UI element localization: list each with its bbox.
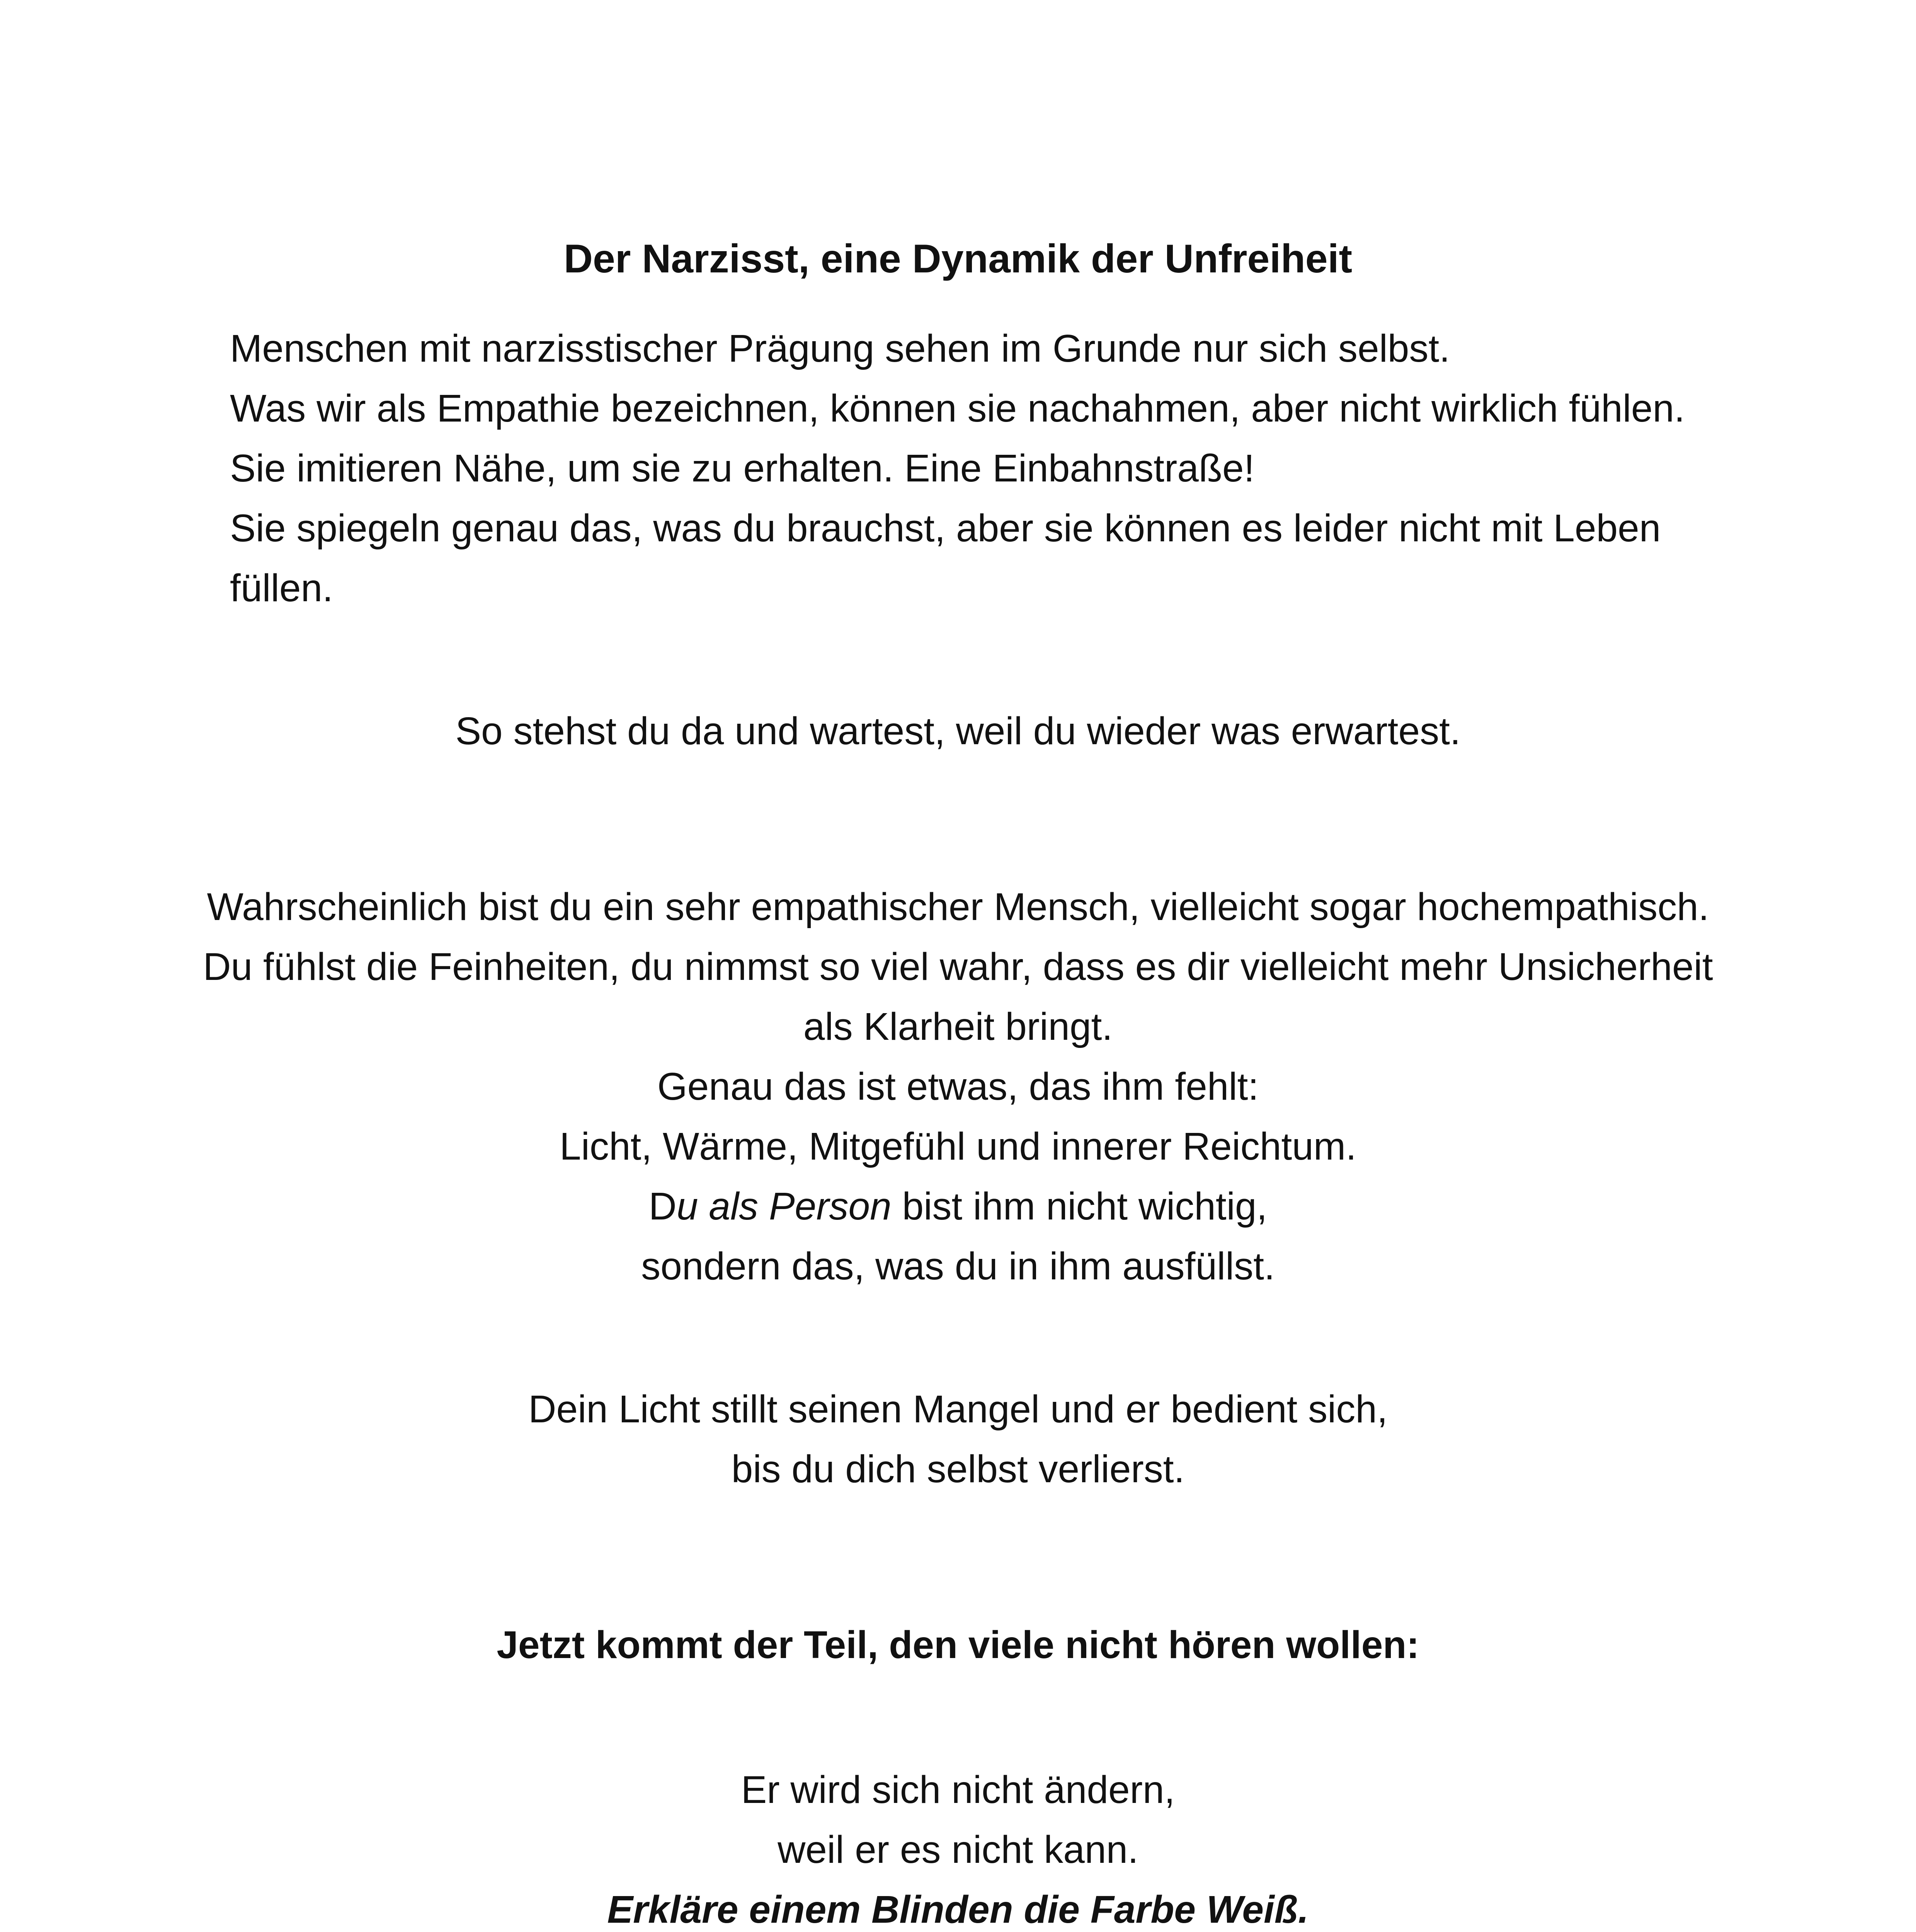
change-line: weil er es nicht kann. <box>778 1828 1138 1871</box>
empathy-line5-italic: u als Person <box>676 1185 892 1228</box>
light-paragraph <box>193 1379 1723 1499</box>
empathy-paragraph <box>193 877 1723 1296</box>
empathy-line: Wahrscheinlich bist du ein sehr empathischer Mensch, vielleicht sogar hochempathisch. <box>207 885 1709 929</box>
empathy-line: sondern das, was du in ihm ausfüllst. <box>641 1245 1275 1288</box>
change-paragraph <box>193 1760 1723 1932</box>
section-heading-text: Jetzt kommt der Teil, den viele nicht hören wollen: <box>497 1623 1419 1667</box>
section-heading <box>193 1615 1723 1675</box>
change-line: Er wird sich nicht ändern, <box>741 1768 1175 1811</box>
empathy-line: Du fühlst die Feinheiten, du nimmst so viel wahr, dass es dir vielleicht mehr Unsicherheit als Klarheit bringt. <box>203 945 1713 1048</box>
waiting-line: So stehst du da und wartest, weil du wieder was erwartest. <box>455 709 1461 753</box>
empathy-line: Genau das ist etwas, das ihm fehlt: <box>657 1065 1259 1108</box>
empathy-line <box>193 1177 1723 1236</box>
intro-line: Was wir als Empathie bezeichnen, können sie nachahmen, aber nicht wirklich fühlen. <box>230 387 1685 430</box>
change-line-emphasis: Erkläre einem Blinden die Farbe Weiß. <box>607 1888 1309 1931</box>
light-line: bis du dich selbst verlierst. <box>731 1447 1185 1491</box>
intro-line: Menschen mit narzisstischer Prägung sehen im Grunde nur sich selbst. <box>230 327 1450 370</box>
intro-paragraph <box>230 319 1698 618</box>
waiting-paragraph <box>193 701 1723 761</box>
intro-line: Sie spiegeln genau das, was du brauchst, aber sie können es leider nicht mit Leben füllen. <box>230 507 1661 610</box>
empathy-line5-suffix: bist ihm nicht wichtig, <box>891 1185 1268 1228</box>
empathy-line: Licht, Wärme, Mitgefühl und innerer Reichtum. <box>560 1125 1356 1168</box>
light-line: Dein Licht stillt seinen Mangel und er bedient sich, <box>528 1388 1388 1431</box>
page-title: Der Narzisst, eine Dynamik der Unfreiheit <box>563 236 1353 281</box>
intro-line: Sie imitieren Nähe, um sie zu erhalten. Eine Einbahnstraße! <box>230 447 1255 490</box>
empathy-line5-prefix: D <box>648 1185 677 1228</box>
